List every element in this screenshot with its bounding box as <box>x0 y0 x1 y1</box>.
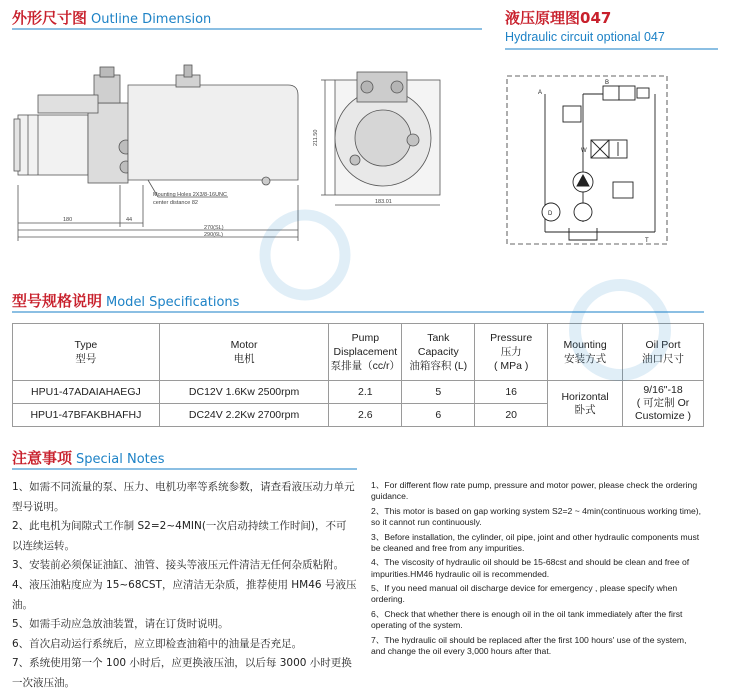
cell-pressure: 20 <box>475 404 548 427</box>
dim-180: 180 <box>63 217 73 223</box>
specs-title-cn: 型号规格说明 <box>12 292 103 310</box>
notes-section-title <box>12 447 165 468</box>
notes-cn-list <box>12 478 357 694</box>
note-en-item: 1、For different flow rate pump, pressure and motor power, please check the ordering guidance. <box>371 480 698 502</box>
notes-title-underline <box>12 468 357 470</box>
header-type: Type 型号 <box>13 324 160 381</box>
note-en-item: 4、The viscosity of hydraulic oil should be 15-68cst and should be clean and free of impurities.HM46 hydraulic oil is recommended. <box>371 557 690 579</box>
dim-211-50: 211.50 <box>313 129 319 146</box>
cell-type: HPU1-47ADAIAHAEGJ <box>13 381 160 404</box>
note-en-item: 7、The hydraulic oil should be replaced after the first 100 hours' use of the system, and change the oil every 3,000 hours after that. <box>371 634 687 656</box>
outline-title-underline <box>12 28 482 30</box>
dim-44: 44 <box>126 217 133 223</box>
cell-pressure: 16 <box>475 381 548 404</box>
dim-183-01: 183.01 <box>375 199 392 205</box>
cell-motor: DC12V 1.6Kw 2500rpm <box>159 381 329 404</box>
outline-end-view-drawing <box>305 60 465 210</box>
outline-side-view-drawing <box>8 55 308 245</box>
header-mounting: Mounting 安装方式 <box>548 324 623 381</box>
circuit-title-en: Hydraulic circuit optional 047 <box>505 30 665 44</box>
note-cn-item: 3、安装前必须保证油缸、油管、接头等液压元件清洁无任何杂质粘附。 <box>12 559 345 572</box>
cell-type: HPU1-47BFAKBHAFHJ <box>13 404 160 427</box>
note-en-item: 3、Before installation, the cylinder, oil pipe, joint and other hydraulic components must be cleaned and free from any impurities. <box>371 531 700 553</box>
note-en-item: 2、This motor is based on gap working system S2=2 ~ 4min(continuous working time), so it cannot run continuously. <box>371 505 702 528</box>
specs-header-row <box>13 324 704 381</box>
specs-table <box>12 323 704 427</box>
cell-oil-port: 9/16"-18 ( 可定制 Or Customize ) <box>623 381 704 427</box>
circuit-label-a: A <box>538 90 543 96</box>
note-cn-item: 7、系统使用第一个 100 小时后，应更换液压油，以后每 3000 小时更换一次液压油。 <box>12 657 352 689</box>
mounting-note-line1: Mounting Holes 2X3/8-16UNC <box>153 192 227 198</box>
outline-section-title <box>12 7 211 28</box>
circuit-label-b: B <box>605 80 610 86</box>
circuit-label-w: W <box>581 148 587 154</box>
notes-title-cn: 注意事项 <box>12 449 73 467</box>
circuit-label-d: D <box>548 211 553 217</box>
notes-en-list <box>371 480 703 660</box>
note-cn-item: 1、如需不同流量的泵、压力、电机功率等系统参数，请查看液压动力单元型号说明。 <box>12 481 355 513</box>
note-en-item: 6、Check that whether there is enough oil in the oil tank immediately after the first operating of the system. <box>371 608 683 631</box>
header-pressure: Pressure 压力 ( MPa ) <box>475 324 548 381</box>
note-cn-item: 6、首次启动运行系统后，应立即检查油箱中的油量是否充足。 <box>12 637 303 650</box>
outline-title-en: Outline Dimension <box>91 12 212 27</box>
note-cn-item: 5、如需手动应急放油装置，请在订货时说明。 <box>12 618 229 631</box>
note-cn-item: 2、此电机为间隙式工作制 S2=2~4MIN(一次启动持续工作时间)，不可以连续运转。 <box>12 520 347 552</box>
table-row <box>13 381 704 404</box>
cell-tank: 6 <box>402 404 475 427</box>
circuit-title-cn: 液压原理图047 <box>505 9 612 27</box>
circuit-label-t: T <box>645 238 649 244</box>
note-cn-item: 4、液压油粘度应为 15~68CST，应清洁无杂质，推荐使用 HM46 号液压油。 <box>12 578 357 611</box>
cell-pump: 2.6 <box>329 404 402 427</box>
note-en-item: 5、If you need manual oil discharge device for emergency , please specify when ordering. <box>371 583 678 605</box>
hydraulic-circuit-diagram <box>505 72 675 250</box>
header-pump-displacement: Pump Displacement 泵排量（cc/r） <box>329 324 402 381</box>
specs-title-underline <box>12 311 704 313</box>
cell-mounting: Horizontal 卧式 <box>548 381 623 427</box>
specs-title-en: Model Specifications <box>106 295 240 310</box>
cell-motor: DC24V 2.2Kw 2700rpm <box>159 404 329 427</box>
notes-title-en: Special Notes <box>76 452 165 467</box>
header-motor: Motor 电机 <box>159 324 329 381</box>
dim-290: 290(6L) <box>204 232 223 238</box>
specs-section-title <box>12 290 239 311</box>
dim-270: 270(SL) <box>204 225 224 231</box>
cell-tank: 5 <box>402 381 475 404</box>
circuit-title-underline <box>505 48 718 50</box>
outline-title-cn: 外形尺寸图 <box>12 9 88 27</box>
cell-pump: 2.1 <box>329 381 402 404</box>
mounting-note-line2: center distance 82 <box>153 200 198 206</box>
header-oil-port: Oil Port 油口尺寸 <box>623 324 704 381</box>
header-tank-capacity: Tank Capacity 油箱容积 (L) <box>402 324 475 381</box>
